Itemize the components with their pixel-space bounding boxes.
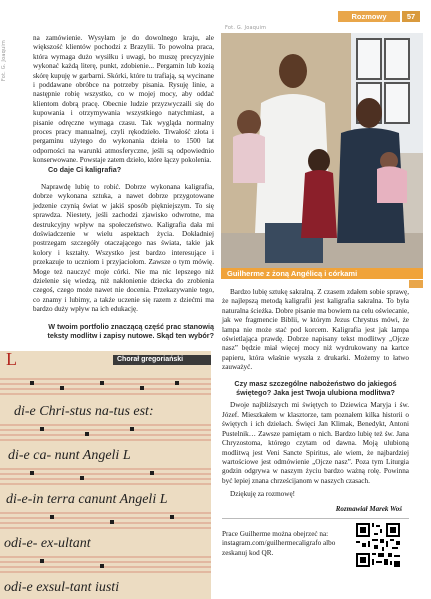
- paragraph: Dwoje najbliższych mi świętych to Dziewica Maryja i św. Józef. Mieszkałem w klasztorze, tam poznałem kilka historii o świętych i ich dziełach. Święci Jan Klimak, Benedykt, Antoni Pustelnik… Zawsze pamiętam o nich. Bardzo lubię też św. Jana Chryzostoma, którego czytam od dawna. Moją ulubioną modlitwą jest Veni Sancte Spiritus, ale wiem, że najbardziej wartościowe jest odmówienie „Ojcze nasz”. Poza tym Liturgia godzin odgrywa w naszym życiu bardzo ważną rolę. Powinna być lepiej znana chrześcijanom w naszych czasach.: [222, 401, 409, 485]
- interview-question: W twoim portfolio znaczącą część prac stanowią teksty modlitw i zapisy nutowe. Skąd ten wybór?: [47, 322, 214, 341]
- interview-question: Czy masz szczególne nabożeństwo do jakiegoś świętego? Jaka jest Twoja ulubiona modlitwa?: [234, 378, 397, 398]
- paragraph: na zamówienie. Wysyłam je do dowolnego kraju, ale większość klientów pochodzi z Brazylii. To powolna praca, która wymaga dużo wysiłku i uwagi, bo muszę precyzyjnie wykonać każdą literę, punkt, zdobienie... Pergamin lub kozią skórę kupuję w garbarni. Skórki, które tu trafiają, są wycinane i poddawane obróbce na potrzeby pisania. Rysuję linie, a następnie robię wszystko, co w mojej mocy, aby oddać klientom dobrą pracę. Obecnie ludzie przyzwyczaili się do kupowania i otrzymywania wszystkiego natychmiast, a pisanie odręczne wymaga czasu. Tak wygląda normalny proces pracy manualnej, czyli rękodzieło. Trwałość złota i pergaminu użytego do wykonania dzieła to 1500 lat odporności na warunki atmosferyczne, jeśli są odpowiednio konserwowane. Powstaje zatem dzieło, które łączy pokolenia.: [33, 34, 214, 165]
- article-text-left-top: [33, 34, 214, 166]
- chant-line-3: di-e-in terra canunt Angeli L: [6, 492, 168, 507]
- chant-line-4: odi-e- ex-ultant: [4, 536, 91, 551]
- svg-text:L: L: [6, 351, 17, 369]
- chant-line-2: di-e ca- nunt Angeli L: [8, 448, 131, 463]
- article-text-right: [222, 288, 409, 500]
- paragraph: Bardzo lubię sztukę sakralną. Z czasem zdałem sobie sprawę, że najlepszą metodą kaligrafii jest kaligrafia sakralna. To była naturalna ścieżka. Dobre pisanie ma bowiem na celu oświecanie, jak we fragmencie Biblii, w którym Jezus Chrystus mówi, że lampa nie może stać pod korcem. Kaligrafia jest jak lampa oświetlająca prawdę. Dobrze napisany tekst modlitwy „Ojcze nasz” będzie miał więcej mocy niż wydrukowany na kartce papieru, która właśnie wyszła z drukarki. Możemy to łatwo zauważyć.: [222, 288, 409, 372]
- decorative-strip: [409, 280, 423, 288]
- section-tag: Rozmowy: [338, 11, 400, 22]
- photo-credit-family: Fot. G. Joaquim: [225, 25, 267, 31]
- chant-line-1: di-e Chri-stus na-tus est:: [14, 404, 154, 419]
- gregorian-chant-photo: [0, 351, 211, 599]
- divider: [222, 518, 409, 519]
- author-credit: Rozmawiał Marek Woś: [335, 505, 402, 513]
- article-text-left-mid: [33, 183, 214, 315]
- portfolio-link-text[interactable]: Prace Guilherme można obejrzeć na: instagram.com/guilhermecaligrafo albo zeskanuj kod QR.: [222, 530, 336, 557]
- photo-credit-left: Fot. G. Joaquim: [1, 40, 7, 82]
- chant-photo-caption: Chorał gregoriański: [113, 355, 211, 365]
- chant-line-5: odi-e exsul-tant iusti: [4, 580, 120, 595]
- page-number: 57: [402, 11, 420, 22]
- qr-code[interactable]: [356, 523, 400, 567]
- family-photo-caption: Guilherme z żoną Angélicą i córkami: [221, 268, 423, 279]
- paragraph: Naprawdę lubię to robić. Dobrze wykonana kaligrafia, dobrze wykonana sztuka, a nawet dobrze przygotowane jedzenie czynią świat w jakiś sposób piękniejszym. To się sprawdza. Niestety, jeśli zachodzi zjawisko odwrotne, ma destrukcyjny wpływ na społeczeństwo. Kaligrafia dała mi doświadczenie w wielu aspektach życia. Dokładniej postrzegam szczegóły otaczającego nas świata, takie jak kolory i kształty. Wszystko jest bardzo interesujące i przekazuje to uczniom i przyjaciołom. Zawsze o tym mówię. Moge też nauczyć moje córki. Nie ma nic lepszego niż dzielenie się wiedzą, niż nakłonienie dziecka do zrobienia czegoś, czego może nawet nie docenia. Przekazywanie tego, co znamy i lubimy, a także uczenie się razem z dziećmi ma bardzo duży wpływ na ich edukację.: [33, 183, 214, 314]
- family-photo: [221, 33, 423, 270]
- interview-question: Co daje Ci kaligrafia?: [48, 165, 122, 174]
- closing-thanks: Dziękuję za rozmowę!: [230, 490, 296, 499]
